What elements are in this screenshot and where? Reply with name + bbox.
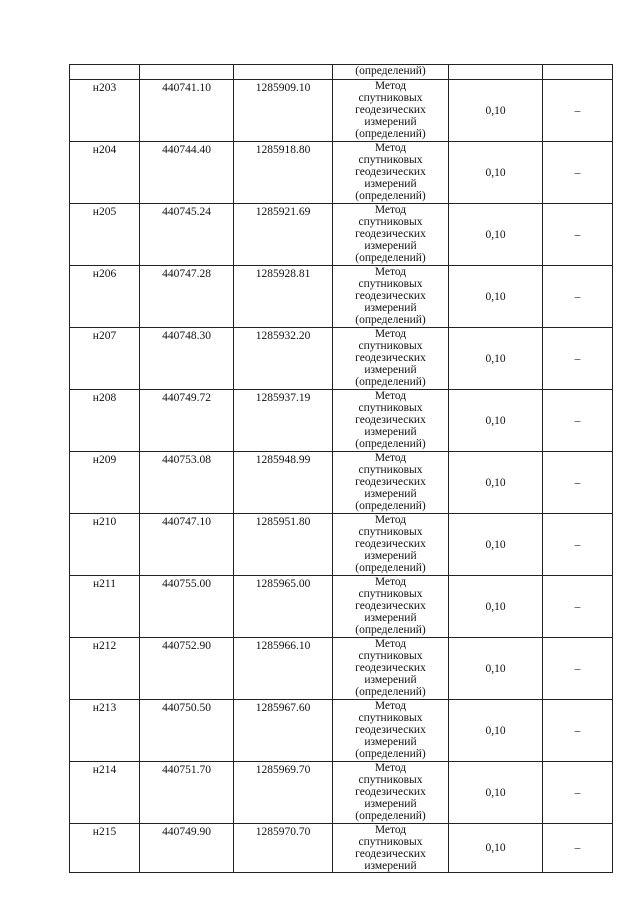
point-id-cell: н207: [70, 328, 140, 390]
y-coordinate-cell: 1285932.20: [234, 328, 333, 390]
table-row: [70, 824, 613, 873]
accuracy-cell: 0,10: [449, 762, 543, 824]
x-coordinate-cell: 440751.70: [140, 762, 234, 824]
method-line: геодезических: [355, 724, 426, 736]
note-cell: –: [543, 452, 613, 514]
note-cell: –: [543, 390, 613, 452]
accuracy-cell: 0,10: [449, 824, 543, 873]
method-line: геодезических: [355, 600, 426, 612]
x-coordinate-cell: 440752.90: [140, 638, 234, 700]
method-line: Метод: [374, 452, 407, 464]
point-id-cell: н205: [70, 204, 140, 266]
note-cell: –: [543, 328, 613, 390]
table-row: [70, 390, 613, 452]
note-cell: –: [543, 514, 613, 576]
accuracy-cell: 0,10: [449, 452, 543, 514]
method-line: измерений: [364, 116, 417, 128]
x-coordinate-cell: 440755.00: [140, 576, 234, 638]
cell-empty: [70, 65, 140, 80]
x-coordinate-cell: 440749.90: [140, 824, 234, 873]
note-cell: –: [543, 638, 613, 700]
note-cell: –: [543, 824, 613, 873]
method-line: спутниковых: [358, 836, 423, 848]
accuracy-cell: 0,10: [449, 80, 543, 142]
table-row: [70, 266, 613, 328]
method-line: (определений): [355, 624, 426, 636]
method-line: геодезических: [355, 228, 426, 240]
y-coordinate-cell: 1285909.10: [234, 80, 333, 142]
method-line: спутниковых: [358, 526, 423, 538]
method-line: Метод: [374, 700, 407, 712]
x-coordinate-cell: 440748.30: [140, 328, 234, 390]
table-row: [70, 80, 613, 142]
method-line: Метод: [374, 762, 407, 774]
method-line: геодезических: [355, 786, 426, 798]
method-line: спутниковых: [358, 464, 423, 476]
method-line: измерений: [364, 426, 417, 438]
method-cell: [333, 452, 449, 514]
method-line: геодезических: [355, 166, 426, 178]
method-line: (определений): [355, 128, 426, 140]
method-line: Метод: [374, 80, 407, 92]
method-line: Метод: [374, 824, 407, 836]
method-line: (определений): [355, 686, 426, 698]
y-coordinate-cell: 1285965.00: [234, 576, 333, 638]
point-id-cell: н211: [70, 576, 140, 638]
method-line: геодезических: [355, 538, 426, 550]
method-line: геодезических: [355, 414, 426, 426]
method-line: измерений: [364, 240, 417, 252]
method-line: Метод: [374, 328, 407, 340]
point-id-cell: н206: [70, 266, 140, 328]
method-cell: [333, 700, 449, 762]
x-coordinate-cell: 440750.50: [140, 700, 234, 762]
note-cell: –: [543, 762, 613, 824]
accuracy-cell: 0,10: [449, 576, 543, 638]
method-line: измерений: [364, 798, 417, 810]
method-cell: [333, 824, 449, 873]
point-id-cell: н209: [70, 452, 140, 514]
method-line: Метод: [374, 204, 407, 216]
note-cell: –: [543, 700, 613, 762]
method-cell: [333, 142, 449, 204]
method-line: (определений): [355, 252, 426, 264]
table-row: [70, 142, 613, 204]
point-id-cell: н203: [70, 80, 140, 142]
x-coordinate-cell: 440747.10: [140, 514, 234, 576]
method-line: измерений: [364, 860, 417, 872]
cell-empty: [140, 65, 234, 80]
method-line: геодезических: [355, 848, 426, 860]
note-cell: –: [543, 80, 613, 142]
method-line: Метод: [374, 266, 407, 278]
method-cell: [333, 390, 449, 452]
method-cell: [333, 266, 449, 328]
method-line: (определений): [355, 500, 426, 512]
method-line: (определений): [355, 438, 426, 450]
method-line: (определений): [355, 810, 426, 822]
x-coordinate-cell: 440744.40: [140, 142, 234, 204]
x-coordinate-cell: 440747.28: [140, 266, 234, 328]
note-cell: –: [543, 142, 613, 204]
method-cell: [333, 328, 449, 390]
method-line: (определений): [355, 748, 426, 760]
method-line: геодезических: [355, 662, 426, 674]
method-line: геодезических: [355, 476, 426, 488]
method-line: спутниковых: [358, 92, 423, 104]
method-cell: [333, 204, 449, 266]
method-line: спутниковых: [358, 588, 423, 600]
cell-empty: [543, 65, 613, 80]
table-row: [70, 328, 613, 390]
coordinates-table: [69, 64, 613, 873]
table-row: [70, 452, 613, 514]
point-id-cell: н210: [70, 514, 140, 576]
method-line: измерений: [364, 302, 417, 314]
coordinates-table-body: [70, 65, 613, 873]
point-id-cell: н213: [70, 700, 140, 762]
method-line: измерений: [364, 612, 417, 624]
method-line: спутниковых: [358, 402, 423, 414]
point-id-cell: н204: [70, 142, 140, 204]
y-coordinate-cell: 1285937.19: [234, 390, 333, 452]
y-coordinate-cell: 1285970.70: [234, 824, 333, 873]
table-row-continuation: [70, 65, 613, 80]
method-line: Метод: [374, 142, 407, 154]
accuracy-cell: 0,10: [449, 204, 543, 266]
method-line: Метод: [374, 514, 407, 526]
method-line: Метод: [374, 576, 407, 588]
table-row: [70, 638, 613, 700]
method-cell: [333, 638, 449, 700]
method-line: (определений): [355, 376, 426, 388]
method-line: спутниковых: [358, 712, 423, 724]
x-coordinate-cell: 440749.72: [140, 390, 234, 452]
method-line: измерений: [364, 178, 417, 190]
x-coordinate-cell: 440741.10: [140, 80, 234, 142]
note-cell: –: [543, 204, 613, 266]
y-coordinate-cell: 1285918.80: [234, 142, 333, 204]
method-line: спутниковых: [358, 278, 423, 290]
table-row: [70, 514, 613, 576]
method-line: измерений: [364, 488, 417, 500]
y-coordinate-cell: 1285921.69: [234, 204, 333, 266]
accuracy-cell: 0,10: [449, 700, 543, 762]
method-line: Метод: [374, 638, 407, 650]
point-id-cell: н212: [70, 638, 140, 700]
y-coordinate-cell: 1285928.81: [234, 266, 333, 328]
method-cell-continuation: (определений): [333, 65, 449, 80]
accuracy-cell: 0,10: [449, 514, 543, 576]
accuracy-cell: 0,10: [449, 328, 543, 390]
cell-empty: [449, 65, 543, 80]
method-line: (определений): [355, 314, 426, 326]
accuracy-cell: 0,10: [449, 266, 543, 328]
y-coordinate-cell: 1285967.60: [234, 700, 333, 762]
accuracy-cell: 0,10: [449, 390, 543, 452]
method-line: измерений: [364, 674, 417, 686]
method-cell: [333, 80, 449, 142]
method-line: спутниковых: [358, 154, 423, 166]
x-coordinate-cell: 440753.08: [140, 452, 234, 514]
method-line: геодезических: [355, 290, 426, 302]
method-line: (определений): [355, 562, 426, 574]
point-id-cell: н214: [70, 762, 140, 824]
table-row: [70, 204, 613, 266]
method-line: спутниковых: [358, 774, 423, 786]
y-coordinate-cell: 1285948.99: [234, 452, 333, 514]
method-line: измерений: [364, 364, 417, 376]
note-cell: –: [543, 266, 613, 328]
accuracy-cell: 0,10: [449, 638, 543, 700]
method-line: геодезических: [355, 104, 426, 116]
method-line: спутниковых: [358, 650, 423, 662]
table-row: [70, 700, 613, 762]
method-cell: [333, 576, 449, 638]
point-id-cell: н215: [70, 824, 140, 873]
method-line: геодезических: [355, 352, 426, 364]
method-line: Метод: [374, 390, 407, 402]
method-cell: [333, 514, 449, 576]
y-coordinate-cell: 1285966.10: [234, 638, 333, 700]
method-line: (определений): [355, 190, 426, 202]
table-row: [70, 576, 613, 638]
table-row: [70, 762, 613, 824]
method-line: измерений: [364, 550, 417, 562]
cell-empty: [234, 65, 333, 80]
point-id-cell: н208: [70, 390, 140, 452]
method-cell: [333, 762, 449, 824]
note-cell: –: [543, 576, 613, 638]
method-line: измерений: [364, 736, 417, 748]
method-line: спутниковых: [358, 340, 423, 352]
method-line: спутниковых: [358, 216, 423, 228]
y-coordinate-cell: 1285951.80: [234, 514, 333, 576]
x-coordinate-cell: 440745.24: [140, 204, 234, 266]
y-coordinate-cell: 1285969.70: [234, 762, 333, 824]
accuracy-cell: 0,10: [449, 142, 543, 204]
